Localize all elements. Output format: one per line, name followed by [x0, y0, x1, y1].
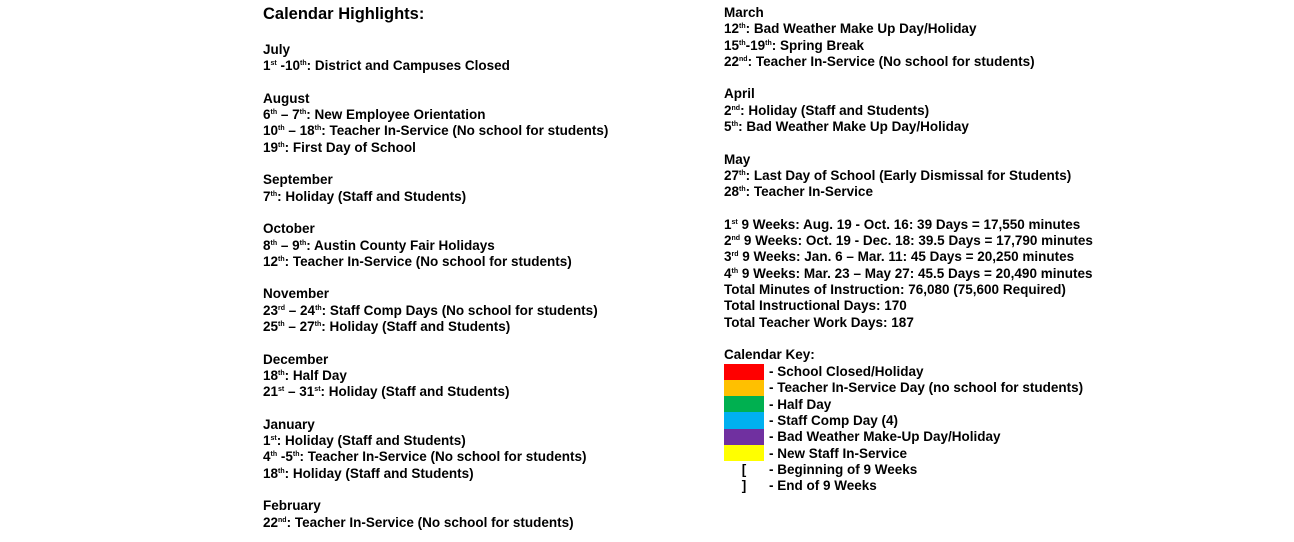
- event-description: : Teacher In-Service (No school for students): [284, 253, 572, 269]
- date-suffix: st: [278, 386, 285, 394]
- key-row: [724, 364, 1294, 380]
- event-description: : First Day of School: [284, 139, 416, 155]
- event-description: : Holiday (Staff and Students): [284, 465, 474, 481]
- right-column: [724, 5, 1294, 494]
- date-suffix: th: [278, 467, 285, 475]
- date-range-end: – 24: [285, 302, 316, 318]
- block-spacer: [263, 270, 703, 286]
- date-line: [263, 433, 703, 449]
- date-number: 6: [263, 107, 271, 123]
- date-number: 1: [263, 433, 271, 449]
- month-heading: November: [263, 286, 330, 302]
- date-suffix: th: [299, 239, 307, 247]
- date-number: 7: [263, 188, 271, 204]
- date-suffix: th: [270, 190, 278, 198]
- date-line: [263, 189, 703, 205]
- date-range-end: – 27: [284, 319, 315, 335]
- event-description: : Last Day of School (Early Dismissal for Students): [745, 167, 1072, 183]
- key-label: - New Staff In-Service: [769, 445, 908, 461]
- event-description: : Staff Comp Days (No school for students): [321, 302, 598, 318]
- block-spacer: [724, 201, 1294, 217]
- date-line: [263, 384, 703, 400]
- date-suffix: th: [739, 169, 746, 177]
- key-row: [724, 412, 1294, 428]
- month-block: [263, 352, 703, 401]
- date-line: [724, 38, 1294, 54]
- date-line: [263, 107, 703, 123]
- key-row: [724, 380, 1294, 396]
- date-line: [263, 238, 703, 254]
- date-line: [263, 449, 703, 465]
- period-number: 1: [724, 216, 732, 232]
- period-number: 2: [724, 233, 732, 249]
- month-block: [263, 91, 703, 156]
- date-range-end: -10: [276, 58, 301, 74]
- bracket-symbol: [: [741, 461, 747, 477]
- date-number: 1: [263, 58, 271, 74]
- date-range-end: – 31: [284, 384, 315, 400]
- block-spacer: [263, 75, 703, 91]
- date-suffix: th: [278, 321, 285, 329]
- date-number: 18: [263, 465, 279, 481]
- date-range-end: – 9: [277, 237, 300, 253]
- date-line: [263, 303, 703, 319]
- date-suffix: th: [739, 186, 746, 194]
- key-label: - Teacher In-Service Day (no school for students): [769, 380, 1084, 396]
- color-swatch: [724, 396, 764, 412]
- date-line: [263, 254, 703, 270]
- month-block: [263, 42, 703, 75]
- title-spacer: [263, 26, 703, 42]
- month-block: [724, 86, 1294, 135]
- block-spacer: [263, 205, 703, 221]
- key-label: - Beginning of 9 Weeks: [769, 461, 918, 477]
- grading-periods: [724, 201, 1294, 282]
- period-suffix: th: [731, 267, 739, 275]
- date-line: [263, 58, 703, 74]
- date-line: [724, 184, 1294, 200]
- date-line: [263, 466, 703, 482]
- date-suffix: nd: [739, 55, 748, 63]
- month-block: [263, 221, 703, 270]
- period-suffix: nd: [731, 235, 741, 243]
- period-number: 4: [724, 265, 732, 281]
- page-title: Calendar Highlights:: [263, 5, 425, 23]
- color-swatch: [724, 364, 764, 380]
- date-number: 18: [263, 367, 279, 383]
- key-label: - School Closed/Holiday: [769, 364, 924, 380]
- date-suffix: th: [278, 255, 285, 263]
- color-swatch: [724, 429, 764, 445]
- instruction-totals: [724, 282, 1294, 331]
- date-suffix: th: [300, 60, 307, 68]
- event-description: : Teacher In-Service: [745, 184, 873, 200]
- date-suffix: rd: [278, 304, 286, 312]
- month-heading: September: [263, 172, 333, 188]
- date-suffix: th: [314, 125, 322, 133]
- date-line: [263, 123, 703, 139]
- date-line: [724, 119, 1294, 135]
- date-suffix: th: [270, 451, 278, 459]
- date-line: [263, 368, 703, 384]
- event-description: : Bad Weather Make Up Day/Holiday: [745, 21, 977, 37]
- total-line: Total Instructional Days: 170: [724, 298, 907, 314]
- date-number: 15: [724, 37, 740, 53]
- block-spacer: [263, 156, 703, 172]
- key-row: [724, 445, 1294, 461]
- block-spacer: [724, 70, 1294, 86]
- event-description: : Holiday (Staff and Students): [277, 188, 467, 204]
- color-swatch: [724, 445, 764, 461]
- date-suffix: th: [739, 39, 746, 47]
- block-spacer: [724, 331, 1294, 347]
- date-range-end: – 7: [277, 107, 300, 123]
- event-description: : Austin County Fair Holidays: [306, 237, 495, 253]
- date-suffix: th: [315, 304, 322, 312]
- event-description: : Holiday (Staff and Students): [321, 319, 511, 335]
- date-suffix: th: [314, 321, 322, 329]
- date-number: 19: [263, 139, 279, 155]
- bracket-symbol: ]: [741, 478, 747, 494]
- right-month-list: [724, 5, 1294, 201]
- month-heading: October: [263, 221, 315, 237]
- date-line: [724, 168, 1294, 184]
- date-number: 5: [724, 119, 732, 135]
- date-suffix: st: [270, 435, 277, 443]
- date-suffix: th: [278, 125, 285, 133]
- date-line: [263, 515, 703, 531]
- date-number: 21: [263, 384, 279, 400]
- block-spacer: [263, 401, 703, 417]
- date-line: [263, 319, 703, 335]
- color-swatch: [724, 412, 764, 428]
- block-spacer: [263, 482, 703, 498]
- key-label: - Half Day: [769, 396, 832, 412]
- key-row: [724, 429, 1294, 445]
- calendar-key: [724, 364, 1294, 494]
- grading-period-line: [724, 249, 1294, 265]
- block-spacer: [724, 135, 1294, 151]
- event-description: : Teacher In-Service (No school for students): [286, 514, 574, 530]
- grading-period-line: [724, 266, 1294, 282]
- event-description: : Holiday (Staff and Students): [320, 384, 510, 400]
- date-suffix: th: [278, 369, 285, 377]
- month-heading: January: [263, 416, 315, 432]
- event-description: : Bad Weather Make Up Day/Holiday: [738, 119, 969, 135]
- month-block: [263, 417, 703, 482]
- event-description: : Spring Break: [771, 37, 865, 53]
- date-suffix: th: [292, 451, 300, 459]
- event-description: : Teacher In-Service (No school for students): [299, 449, 587, 465]
- month-heading: December: [263, 351, 329, 367]
- color-swatch: [724, 380, 764, 396]
- date-suffix: th: [765, 39, 772, 47]
- grading-period-line: [724, 233, 1294, 249]
- date-number: 27: [724, 167, 740, 183]
- date-line: [724, 103, 1294, 119]
- date-suffix: th: [270, 239, 278, 247]
- month-block: [263, 498, 703, 531]
- key-row: [724, 478, 1294, 494]
- total-line: Total Teacher Work Days: 187: [724, 314, 914, 330]
- month-heading: May: [724, 151, 751, 167]
- date-suffix: th: [299, 109, 307, 117]
- date-range-end: -19: [745, 37, 766, 53]
- date-suffix: st: [314, 386, 321, 394]
- month-heading: August: [263, 90, 310, 106]
- month-block: [724, 152, 1294, 201]
- date-number: 12: [263, 253, 279, 269]
- date-number: 10: [263, 123, 279, 139]
- period-details: 9 Weeks: Mar. 23 – May 27: 45.5 Days = 20,490 minutes: [738, 265, 1093, 281]
- event-description: : New Employee Orientation: [306, 107, 486, 123]
- period-details: 9 Weeks: Oct. 19 - Dec. 18: 39.5 Days = 17,790 minutes: [740, 233, 1093, 249]
- date-line: [724, 54, 1294, 70]
- date-range-end: – 18: [284, 123, 315, 139]
- key-label: - Staff Comp Day (4): [769, 413, 899, 429]
- date-number: 22: [724, 53, 740, 69]
- date-number: 28: [724, 184, 740, 200]
- event-description: : Half Day: [284, 367, 347, 383]
- date-line: [724, 21, 1294, 37]
- month-block: [263, 286, 703, 335]
- key-label: - End of 9 Weeks: [769, 478, 877, 494]
- period-suffix: rd: [731, 251, 739, 259]
- period-suffix: st: [731, 218, 738, 226]
- left-month-list: [263, 42, 703, 531]
- date-number: 25: [263, 319, 279, 335]
- date-suffix: th: [731, 121, 739, 129]
- date-number: 23: [263, 302, 279, 318]
- date-number: 22: [263, 514, 279, 530]
- date-number: 4: [263, 449, 271, 465]
- event-description: : Holiday (Staff and Students): [276, 433, 466, 449]
- calendar-key-title: Calendar Key:: [724, 347, 815, 363]
- grading-period-line: [724, 217, 1294, 233]
- key-row: [724, 461, 1294, 477]
- month-heading: April: [724, 86, 755, 102]
- date-suffix: th: [278, 141, 285, 149]
- left-column: [263, 0, 703, 531]
- event-description: : Teacher In-Service (No school for students): [747, 53, 1035, 69]
- month-heading: February: [263, 498, 321, 514]
- date-suffix: nd: [278, 516, 287, 524]
- date-suffix: th: [739, 23, 746, 31]
- key-label: - Bad Weather Make-Up Day/Holiday: [769, 429, 1001, 445]
- date-suffix: th: [270, 109, 278, 117]
- key-row: [724, 396, 1294, 412]
- total-line: Total Minutes of Instruction: 76,080 (75,600 Required): [724, 282, 1066, 298]
- event-description: : Teacher In-Service (No school for students): [321, 123, 609, 139]
- month-block: [724, 5, 1294, 70]
- date-number: 12: [724, 21, 740, 37]
- date-range-end: -5: [277, 449, 293, 465]
- period-details: 9 Weeks: Aug. 19 - Oct. 16: 39 Days = 17,550 minutes: [737, 216, 1081, 232]
- date-suffix: nd: [731, 104, 741, 112]
- date-number: 8: [263, 237, 271, 253]
- block-spacer: [263, 335, 703, 351]
- month-block: [263, 172, 703, 205]
- event-description: : District and Campuses Closed: [306, 58, 510, 74]
- period-number: 3: [724, 249, 732, 265]
- month-heading: March: [724, 5, 764, 20]
- month-heading: July: [263, 42, 291, 57]
- date-suffix: st: [270, 60, 277, 68]
- date-line: [263, 140, 703, 156]
- event-description: : Holiday (Staff and Students): [740, 102, 930, 118]
- period-details: 9 Weeks: Jan. 6 – Mar. 11: 45 Days = 20,250 minutes: [738, 249, 1075, 265]
- date-number: 2: [724, 102, 732, 118]
